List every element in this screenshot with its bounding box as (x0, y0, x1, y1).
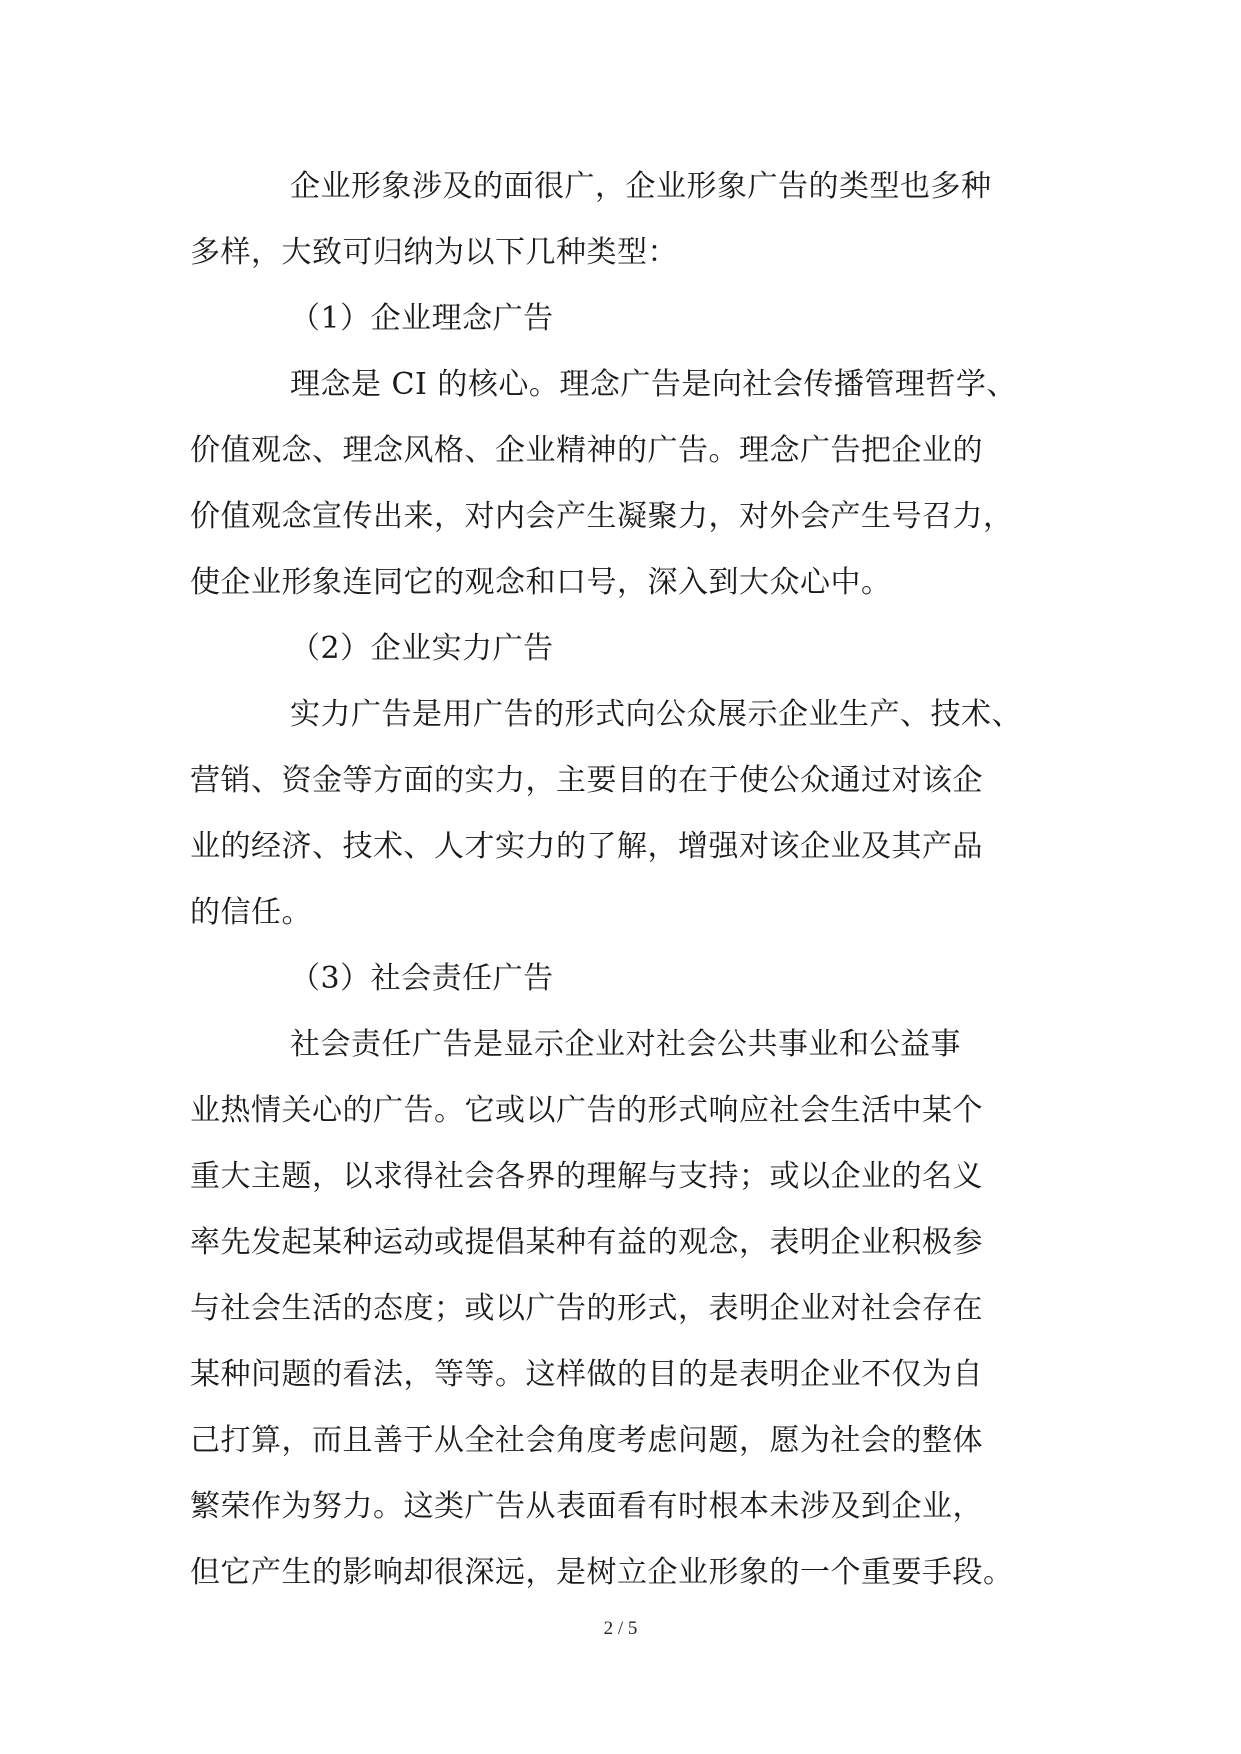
paragraph-line: 企业形象涉及的面很广，企业形象广告的类型也多种 (290, 169, 992, 204)
paragraph-line: 重大主题，以求得社会各界的理解与支持；或以企业的名义 (190, 1159, 983, 1194)
paragraph-line: 多样，大致可归纳为以下几种类型： (190, 235, 678, 270)
paragraph-line: 社会责任广告是显示企业对社会公共事业和公益事 (290, 1027, 961, 1062)
paragraph-line: 己打算，而且善于从全社会角度考虑问题，愿为社会的整体 (190, 1423, 983, 1458)
paragraph-line: 实力广告是用广告的形式向公众展示企业生产、技术、 (290, 697, 1022, 732)
paragraph-line: 某种问题的看法，等等。这样做的目的是表明企业不仅为自 (190, 1357, 983, 1392)
page-number: 2 / 5 (603, 1618, 638, 1639)
paragraph-line: 理念是 CI 的核心。理念广告是向社会传播管理哲学、 (290, 367, 1017, 402)
paragraph-line: 但它产生的影响却很深远，是树立企业形象的一个重要手段。 (190, 1555, 1014, 1590)
section-heading: （1）企业理念广告 (290, 301, 554, 336)
paragraph-line: 的信任。 (190, 895, 312, 930)
paragraph-line: 繁荣作为努力。这类广告从表面看有时根本未涉及到企业， (190, 1489, 983, 1524)
paragraph-line: 使企业形象连同它的观念和口号，深入到大众心中。 (190, 565, 892, 600)
document-body (190, 154, 1052, 1606)
paragraph-line: 业热情关心的广告。它或以广告的形式响应社会生活中某个 (190, 1093, 983, 1128)
paragraph-line: 率先发起某种运动或提倡某种有益的观念，表明企业积极参 (190, 1225, 983, 1260)
paragraph-line: 价值观念宣传出来，对内会产生凝聚力，对外会产生号召力， (190, 499, 1014, 534)
section-heading: （2）企业实力广告 (290, 631, 554, 666)
paragraph-line: 营销、资金等方面的实力，主要目的在于使公众通过对该企 (190, 763, 983, 798)
paragraph-line: 与社会生活的态度；或以广告的形式，表明企业对社会存在 (190, 1291, 983, 1326)
paragraph-line: 价值观念、理念风格、企业精神的广告。理念广告把企业的 (190, 433, 983, 468)
paragraph-line: 业的经济、技术、人才实力的了解，增强对该企业及其产品 (190, 829, 983, 864)
section-heading: （3）社会责任广告 (290, 961, 554, 996)
